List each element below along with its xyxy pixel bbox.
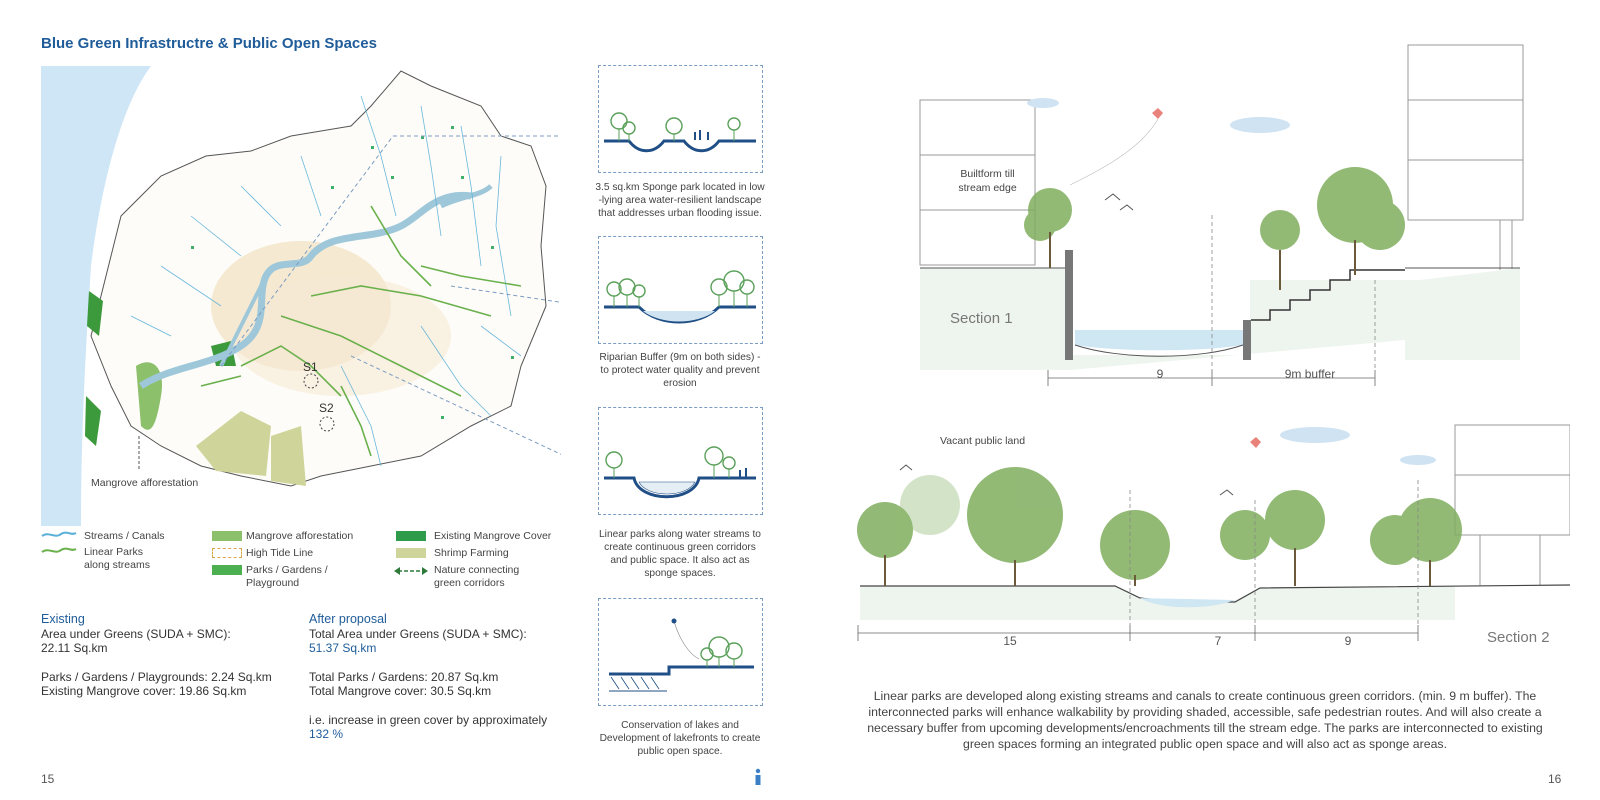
panel-lakefront bbox=[598, 598, 763, 706]
panel-riparian-buffer bbox=[598, 236, 763, 344]
proposal-heading: After proposal bbox=[309, 612, 387, 626]
existing-mangrove-swatch-icon bbox=[396, 531, 426, 541]
existing-heading: Existing bbox=[41, 612, 85, 626]
legend-streams: Streams / Canals bbox=[84, 530, 165, 542]
legend-high-tide: High Tide Line bbox=[246, 547, 314, 559]
parks-swatch-icon bbox=[212, 565, 242, 575]
proposal-line5: i.e. increase in green cover by approximately bbox=[309, 712, 548, 727]
proposal-line3: Total Parks / Gardens: 20.87 Sq.km bbox=[309, 669, 499, 684]
caption-linear-parks: Linear parks along water streams to create continuous green corridors and public space. It also act as sponge spaces. bbox=[599, 529, 761, 579]
description-paragraph: Linear parks are developed along existing streams and canals to create continuous green corridors. (min. 9 m buffer). The interconnected parks will enhance walkability by providing shaded, accessible, safe pedestrian routes. And will also create a necessary buffer from upcoming developments/encroachments till the stream edge. The parks are interconnected to existing green spaces forming an integrated public open space and will also act as sponge areas. bbox=[867, 689, 1543, 751]
riparian-buffer-diagram bbox=[599, 237, 761, 342]
linear-park-line-icon bbox=[41, 546, 77, 556]
corridor-arrow-icon bbox=[393, 566, 429, 576]
caption-riparian-buffer: Riparian Buffer (9m on both sides) - to protect water quality and prevent erosion bbox=[599, 352, 761, 389]
section-2-drawing bbox=[840, 420, 1570, 660]
legend-mangrove-afforestation: Mangrove afforestation bbox=[246, 530, 354, 542]
legend-linear-parks: Linear Parks along streams bbox=[84, 546, 150, 571]
stats-existing bbox=[41, 612, 301, 699]
existing-line1: Area under Greens (SUDA + SMC): bbox=[41, 626, 231, 641]
sponge-park-diagram bbox=[599, 66, 761, 171]
section-1-dim-buffer: 9m buffer bbox=[1284, 367, 1336, 381]
page-title: Blue Green Infrastructre & Public Open Spaces bbox=[41, 35, 377, 52]
city-map bbox=[41, 66, 561, 526]
section-2-dim-right: 9 bbox=[1344, 634, 1352, 648]
section-2-dim-left: 15 bbox=[1003, 634, 1017, 648]
proposal-line2: 51.37 Sq.km bbox=[309, 641, 377, 655]
map-label-s1: S1 bbox=[303, 360, 318, 374]
linear-parks-diagram bbox=[599, 408, 761, 513]
map-label-s2: S2 bbox=[319, 401, 334, 415]
builtform-label: Builtform till stream edge bbox=[958, 168, 1017, 194]
page-number-left: 15 bbox=[41, 772, 55, 786]
legend-existing-mangrove: Existing Mangrove Cover bbox=[434, 530, 552, 542]
section-1-label: Section 1 bbox=[950, 310, 1013, 327]
caption-lakefront: Conservation of lakes and Development of lakefronts to create public open space. bbox=[599, 720, 761, 757]
section-2-dim-channel: 7 bbox=[1214, 634, 1222, 648]
proposal-line4: Total Mangrove cover: 30.5 Sq.km bbox=[309, 684, 492, 698]
legend-parks: Parks / Gardens / Playground bbox=[246, 564, 328, 589]
section-2-label: Section 2 bbox=[1487, 629, 1550, 646]
shrimp-swatch-icon bbox=[396, 548, 426, 558]
existing-line2: 22.11 Sq.km bbox=[41, 641, 108, 655]
high-tide-swatch-icon bbox=[212, 548, 242, 558]
panel-sponge-park bbox=[598, 65, 763, 173]
section-1-dim-channel: 9 bbox=[1156, 367, 1164, 381]
existing-line3: Parks / Gardens / Playgrounds: 2.24 Sq.km bbox=[41, 669, 272, 684]
legend-shrimp: Shrimp Farming bbox=[434, 547, 509, 559]
mangrove-afforestation-swatch-icon bbox=[212, 531, 242, 541]
stats-proposal bbox=[309, 612, 579, 742]
legend-corridors: Nature connecting green corridors bbox=[434, 564, 520, 589]
page-number-right: 16 bbox=[1548, 772, 1562, 786]
proposal-line6: 132 % bbox=[309, 727, 344, 741]
caption-sponge-park: 3.5 sq.km Sponge park located in low -lying area water-resilient landscape that addresses urban flooding issue. bbox=[595, 182, 765, 219]
lakefront-diagram bbox=[599, 599, 761, 704]
proposal-line1: Total Area under Greens (SUDA + SMC): bbox=[309, 626, 527, 641]
vacant-land-label: Vacant public land bbox=[940, 435, 1026, 447]
section-1-drawing bbox=[900, 40, 1540, 400]
existing-line4: Existing Mangrove cover: 19.86 Sq.km bbox=[41, 684, 247, 698]
map-label-mangrove: Mangrove afforestation bbox=[91, 477, 199, 489]
panel-linear-parks bbox=[598, 407, 763, 515]
stream-line-icon bbox=[41, 530, 77, 540]
info-icon bbox=[753, 768, 763, 786]
